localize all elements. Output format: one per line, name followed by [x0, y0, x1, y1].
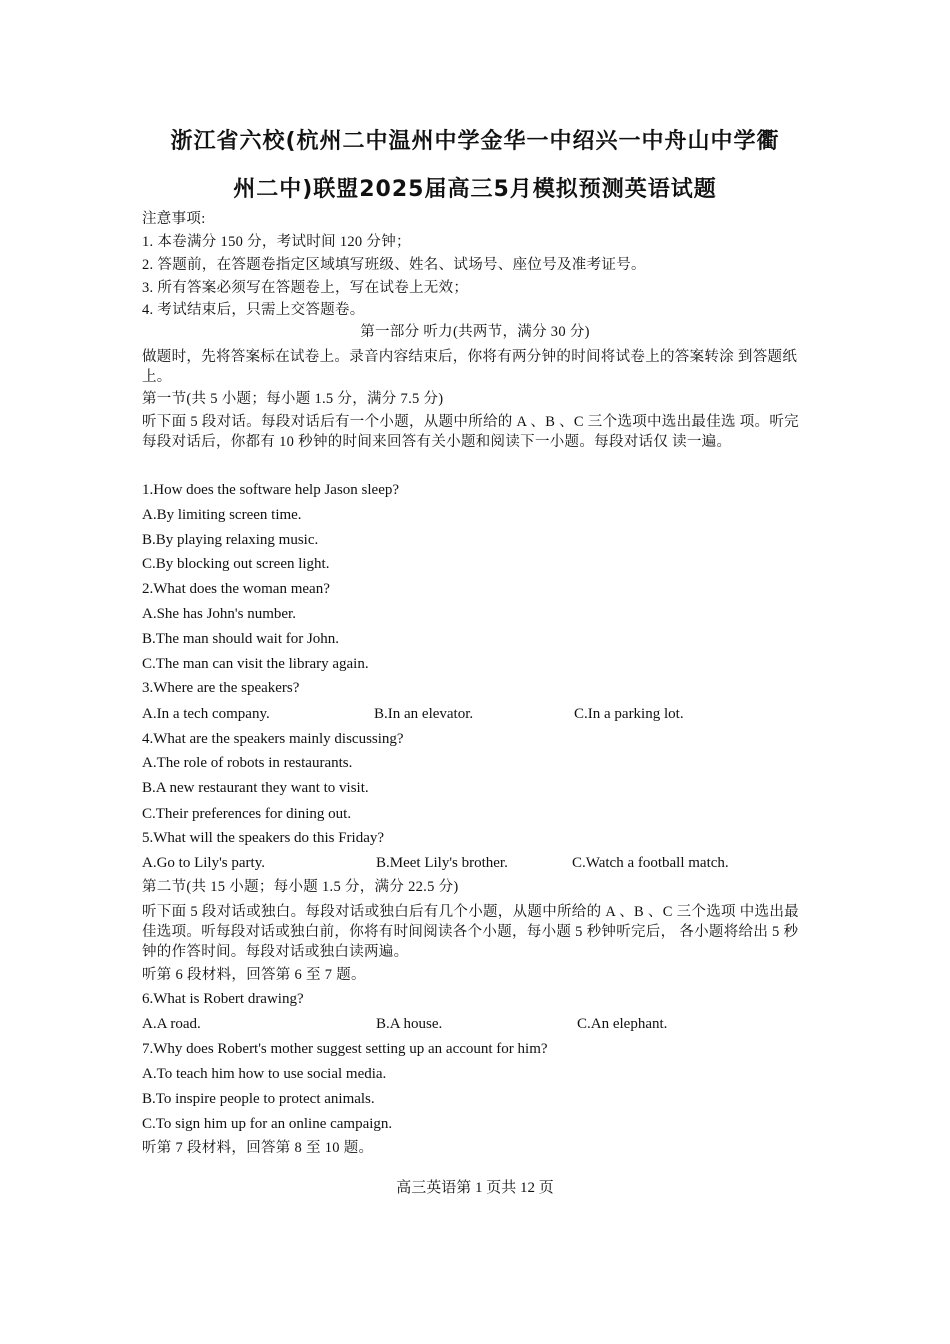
question-5-option-b: B.Meet Lily's brother. — [376, 855, 508, 871]
question-5-option-a: A.Go to Lily's party. — [142, 855, 265, 871]
notice-item: 4. 考试结束后，只需上交答题卷。 — [142, 302, 365, 318]
question-1-option-b: B.By playing relaxing music. — [142, 532, 319, 548]
question-7: 7.Why does Robert's mother suggest setting up an account for him? — [142, 1041, 548, 1057]
notice-item: 1. 本卷满分 150 分，考试时间 120 分钟； — [142, 234, 411, 250]
question-2: 2.What does the woman mean? — [142, 581, 330, 597]
question-2-option-c: C.The man can visit the library again. — [142, 656, 369, 672]
question-1-option-a: A.By limiting screen time. — [142, 507, 302, 523]
question-3-option-a: A.In a tech company. — [142, 706, 270, 722]
question-7-option-b: B.To inspire people to protect animals. — [142, 1091, 375, 1107]
question-6-option-b: B.A house. — [376, 1016, 443, 1032]
section1-instruction: 听下面 5 段对话。每段对话后有一个小题，从题中所给的 A 、B 、C 三个选项中选出最佳选 项。听完每段对话后，你都有 10 秒钟的时间来回答有关小题和阅读下一小题。每段对话仅 读一遍。 — [142, 414, 799, 450]
question-3-option-b: B.In an elevator. — [374, 706, 474, 722]
notice-heading: 注意事项: — [142, 211, 206, 227]
question-1: 1.How does the software help Jason sleep? — [142, 482, 400, 498]
part1-heading: 第一部分 听力(共两节，满分 30 分) — [360, 324, 590, 340]
notice-item: 3. 所有答案必须写在答题卷上，写在试卷上无效； — [142, 280, 469, 296]
question-6-option-c: C.An elephant. — [577, 1016, 668, 1032]
question-7-option-a: A.To teach him how to use social media. — [142, 1066, 387, 1082]
question-5-option-c: C.Watch a football match. — [572, 855, 729, 871]
question-4: 4.What are the speakers mainly discussing? — [142, 731, 404, 747]
question-3: 3.Where are the speakers? — [142, 680, 300, 696]
question-2-option-a: A.She has John's number. — [142, 606, 296, 622]
material-6-note: 听第 6 段材料，回答第 6 至 7 题。 — [142, 967, 366, 983]
page-footer: 高三英语第 1 页共 12 页 — [396, 1180, 554, 1196]
notice-item: 2. 答题前，在答题卷指定区域填写班级、姓名、试场号、座位号及准考证号。 — [142, 257, 646, 273]
question-4-option-b: B.A new restaurant they want to visit. — [142, 780, 369, 796]
question-6: 6.What is Robert drawing? — [142, 991, 304, 1007]
exam-title-line-1: 浙江省六校(杭州二中温州中学金华一中绍兴一中舟山中学衢 — [170, 129, 780, 154]
material-7-note: 听第 7 段材料，回答第 8 至 10 题。 — [142, 1140, 374, 1156]
section2-instruction: 听下面 5 段对话或独白。每段对话或独白后有几个小题，从题中所给的 A 、B 、C 三个选项 中选出最佳选项。听每段对话或独白前，你将有时间阅读各个小题，每小题 5 秒钟听完后， 各小题将给出 5 秒钟的作答时间。每段对话或独白读两遍。 — [142, 904, 799, 960]
part1-instruction: 做题时，先将答案标在试卷上。录音内容结束后，你将有两分钟的时间将试卷上的答案转涂 到答题纸上。 — [142, 349, 798, 385]
question-5: 5.What will the speakers do this Friday? — [142, 830, 385, 846]
section1-heading: 第一节(共 5 小题；每小题 1.5 分，满分 7.5 分) — [142, 391, 444, 407]
question-1-option-c: C.By blocking out screen light. — [142, 556, 330, 572]
section2-heading: 第二节(共 15 小题；每小题 1.5 分，满分 22.5 分) — [142, 879, 459, 895]
question-4-option-c: C.Their preferences for dining out. — [142, 806, 352, 822]
exam-title-line-2: 州二中)联盟2025届高三5月模拟预测英语试题 — [233, 177, 717, 202]
question-6-option-a: A.A road. — [142, 1016, 201, 1032]
question-2-option-b: B.The man should wait for John. — [142, 631, 340, 647]
question-7-option-c: C.To sign him up for an online campaign. — [142, 1116, 393, 1132]
question-3-option-c: C.In a parking lot. — [574, 706, 684, 722]
question-4-option-a: A.The role of robots in restaurants. — [142, 755, 353, 771]
